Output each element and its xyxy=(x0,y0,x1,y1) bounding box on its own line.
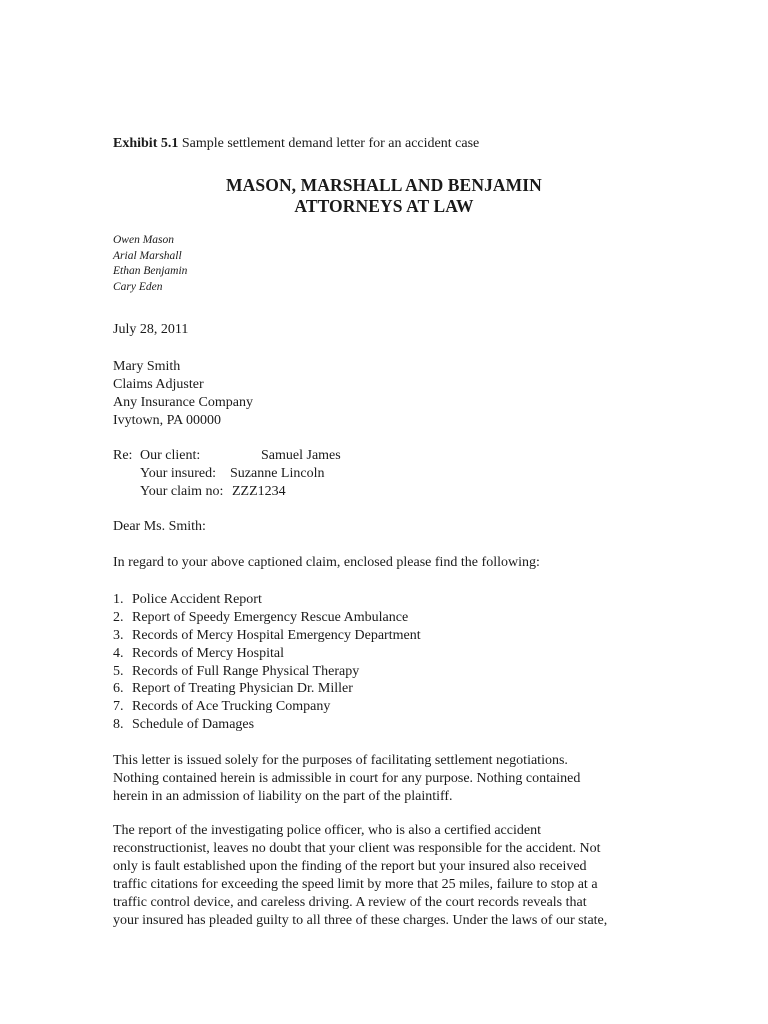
partner-name: Owen Mason xyxy=(113,234,175,246)
partner-name: Ethan Benjamin xyxy=(113,265,188,278)
item-text: Report of Speedy Emergency Rescue Ambulance xyxy=(132,609,409,625)
firm-name: MASON, MARSHALL AND BENJAMIN xyxy=(226,175,542,195)
reference-label: Your insured: xyxy=(140,466,216,481)
recipient-company: Any Insurance Company xyxy=(113,395,253,410)
paragraph-line: traffic control device, and careless driving. A review of the court records reveals that xyxy=(113,895,587,910)
item-number: 6. xyxy=(113,681,124,697)
reference-label: Our client: xyxy=(140,448,201,463)
reference-label: Your claim no: xyxy=(140,484,224,499)
recipient-title: Claims Adjuster xyxy=(113,377,204,392)
item-text: Schedule of Damages xyxy=(132,717,255,733)
item-number: 1. xyxy=(113,592,124,607)
exhibit-label: Exhibit 5.1 xyxy=(113,136,179,151)
paragraph-line: The report of the investigating police officer, who is also a certified accident xyxy=(113,823,541,838)
liability-paragraph xyxy=(113,822,607,930)
salutation: Dear Ms. Smith: xyxy=(113,519,206,534)
reference-value: Suzanne Lincoln xyxy=(230,466,325,481)
item-number: 7. xyxy=(113,699,124,715)
firm-subtitle: ATTORNEYS AT LAW xyxy=(294,196,474,216)
item-text: Records of Ace Trucking Company xyxy=(132,699,331,715)
item-text: Report of Treating Physician Dr. Miller xyxy=(132,681,353,697)
paragraph-line: reconstructionist, leaves no doubt that your client was responsible for the accident. Not xyxy=(113,841,601,856)
partner-list xyxy=(113,233,187,296)
reference-value: ZZZ1234 xyxy=(232,484,286,499)
item-text: Records of Full Range Physical Therapy xyxy=(132,663,360,679)
recipient-name: Mary Smith xyxy=(113,359,181,374)
item-number: 4. xyxy=(113,645,124,661)
reference-value: Samuel James xyxy=(261,448,341,463)
recipient-city: Ivytown, PA 00000 xyxy=(113,413,222,428)
intro-text: In regard to your above captioned claim, enclosed please find the following: xyxy=(113,555,540,570)
exhibit-description: Sample settlement demand letter for an accident case xyxy=(181,136,480,151)
item-number: 3. xyxy=(113,627,124,643)
item-text: Police Accident Report xyxy=(132,592,262,607)
paragraph-line: only is fault established upon the finding of the report but your insured also received xyxy=(113,859,587,874)
item-number: 5. xyxy=(113,663,124,679)
letter-date: July 28, 2011 xyxy=(113,322,189,337)
item-number: 8. xyxy=(113,717,124,733)
reference-prefix: Re: xyxy=(113,448,133,463)
exhibit-caption xyxy=(113,136,479,152)
paragraph-line: herein in an admission of liability on the part of the plaintiff. xyxy=(113,789,453,804)
partner-name: Cary Eden xyxy=(113,281,163,294)
partner-name: Arial Marshall xyxy=(113,249,182,262)
paragraph-line: your insured has pleaded guilty to all three of these charges. Under the laws of our state, xyxy=(113,913,608,928)
paragraph-line: This letter is issued solely for the purposes of facilitating settlement negotiations. xyxy=(113,753,568,768)
item-number: 2. xyxy=(113,609,124,625)
recipient-address xyxy=(113,358,253,430)
paragraph-line: traffic citations for exceeding the speed limit by more that 25 miles, failure to stop at a xyxy=(113,877,598,892)
item-text: Records of Mercy Hospital xyxy=(132,645,285,661)
paragraph-line: Nothing contained herein is admissible in court for any purpose. Nothing contained xyxy=(113,771,581,786)
item-text: Records of Mercy Hospital Emergency Department xyxy=(132,627,421,643)
disclaimer-paragraph xyxy=(113,752,580,806)
